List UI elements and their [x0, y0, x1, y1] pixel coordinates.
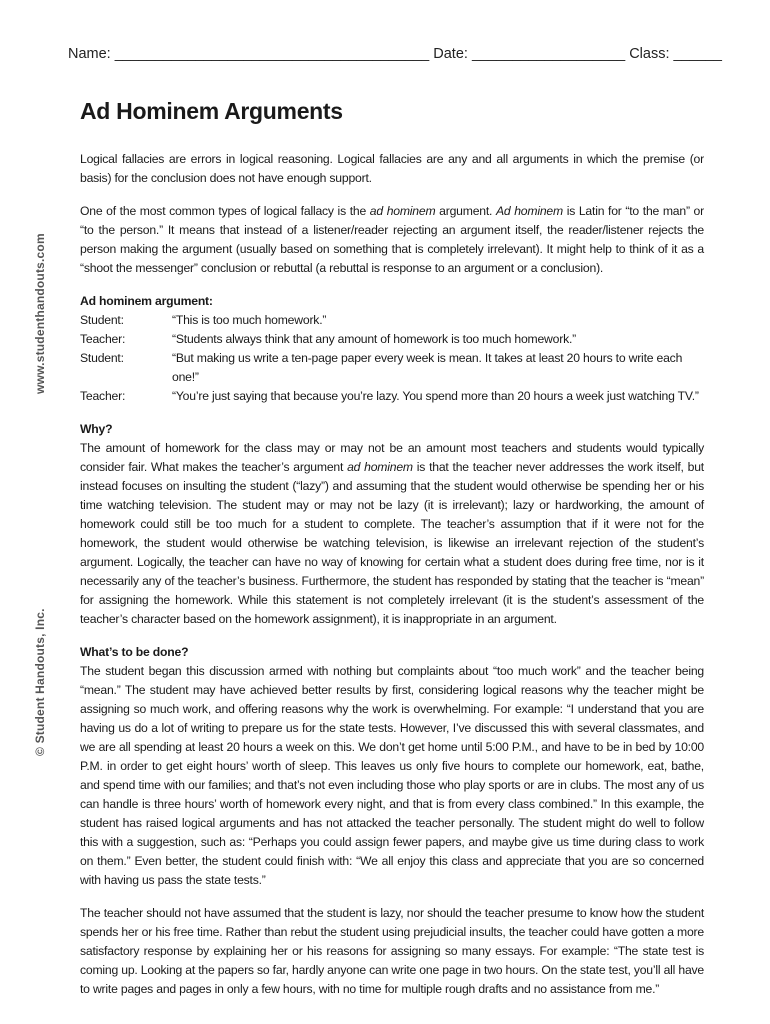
why-emphasis: ad hominem [347, 460, 413, 474]
definition-text-3: is Latin for “to the man” or “to the person.” It means that instead of a listener/reader rejecting an argument itself, the reader/listener rejects the person making the argument (usually based on something that is completely irrelevant). It might help to think of it as a “shoot the messenger” conclusion or rebuttal (a rebuttal is response to an argument or a conclusion). [80, 204, 704, 275]
definition-emphasis-2: Ad hominem [495, 204, 563, 218]
dialogue-speaker: Teacher: [80, 389, 126, 403]
definition-text-1: One of the most common types of logical fallacy is the [80, 204, 370, 218]
why-text-1: The amount of homework for the class may or may not be an amount most teachers and students would typically consider fair. What makes the teacher’s argument [80, 441, 704, 474]
dialogue-text: “You’re just saying that because you’re lazy. You spend more than 20 hours a week just watching TV.” [172, 389, 699, 403]
name-date-class-line: Name: _______________________________________ Date: ___________________ Class: ______ [68, 46, 722, 62]
dialogue-line [80, 387, 704, 406]
website-watermark: www.studenthandouts.com [33, 233, 47, 394]
dialogue-line [80, 330, 704, 349]
dialogue-speaker: Student: [80, 351, 124, 365]
dialogue-line [80, 349, 704, 387]
why-paragraph [80, 439, 704, 629]
dialogue-text: “But making us write a ten-page paper every week is mean. It takes at least 20 hours to write each one!” [172, 351, 683, 384]
final-paragraph: The teacher should not have assumed that the student is lazy, nor should the teacher presume to know how the student spends her or his free time. Rather than rebut the student using prejudicial insults, the teacher could have gotten a more satisfactory response by explaining her or his reasons for assigning so many essays. For example: “The state test is coming up. Looking at the papers so far, hardly anyone can write one page in two hours. On the state test, you’ll all have to write pages and pages in only a few hours, with no time for multiple rough drafts and no assistance from me.” [80, 906, 704, 996]
todo-paragraph: The student began this discussion armed with nothing but complaints about “too much work” and the teacher being “mean.” The student may have achieved better results by first, considering logical reasons why the teacher might be assigning so much work, and offering reasons why the work is overwhelming. For example: “I understand that you are having us do a lot of writing to prepare us for the state tests. However, I’ve discussed this with several classmates, and we are all spending at least 20 hours a week on this. We don’t get home until 5:00 P.M., and have to be in bed by 10:00 P.M. in order to get eight hours’ worth of sleep. This leaves us only five hours to complete our homework, eat, bathe, and spend time with our families; and that’s not even including those who play sports or are in clubs. The most any of us can handle is three hours’ worth of homework every night, and that is from every class combined.” In this example, the student has raised logical arguments and has not attacked the teacher personally. The student might do well to follow this with a suggestion, such as: “Perhaps you could assign fewer papers, and maybe give us time during class to work on them.” Even better, the student could finish with: “We all enjoy this class and appreciate that you are so concerned with having us pass the state tests.” [80, 664, 704, 887]
dialogue-text: “Students always think that any amount of homework is too much homework.” [172, 332, 577, 346]
why-text-2: is that the teacher never addresses the work itself, but instead focuses on insulting the student (“lazy”) and assuming that the student would otherwise be spending her or his time watching television. The student may or may not be lazy (it is irrelevant); lazy or hardworking, the amount of homework could still be too much for a student to complete. The teacher’s assumption that if it were not for the homework, the student would otherwise be watching television, is likewise an irrelevant rejection of the student’s argument. Logically, the teacher can have no way of knowing for certain what a student does during free time, nor is it necessarily any of the teacher’s business. Furthermore, the student has responded by stating that the teacher is “mean” for assigning the homework. While this statement is not completely irrelevant (it is the student’s assessment of the teacher’s character based on the homework assignment), it is inappropriate in an argument. [80, 460, 704, 626]
document-body [80, 150, 704, 1013]
dialogue-line [80, 311, 704, 330]
definition-paragraph [80, 202, 704, 278]
page-title: Ad Hominem Arguments [80, 98, 343, 124]
definition-text-2: argument. [435, 204, 496, 218]
copyright-watermark: © Student Handouts, Inc. [33, 608, 47, 756]
example-heading: Ad hominem argument: [80, 294, 213, 308]
intro-paragraph: Logical fallacies are errors in logical reasoning. Logical fallacies are any and all arguments in which the premise (or basis) for the conclusion does not have enough support. [80, 152, 704, 185]
dialogue-speaker: Student: [80, 313, 124, 327]
why-heading: Why? [80, 422, 113, 436]
dialogue-speaker: Teacher: [80, 332, 126, 346]
dialogue-text: “This is too much homework.” [172, 313, 327, 327]
example-dialogue [80, 292, 704, 406]
todo-heading: What’s to be done? [80, 645, 189, 659]
definition-emphasis-1: ad hominem [369, 204, 436, 218]
